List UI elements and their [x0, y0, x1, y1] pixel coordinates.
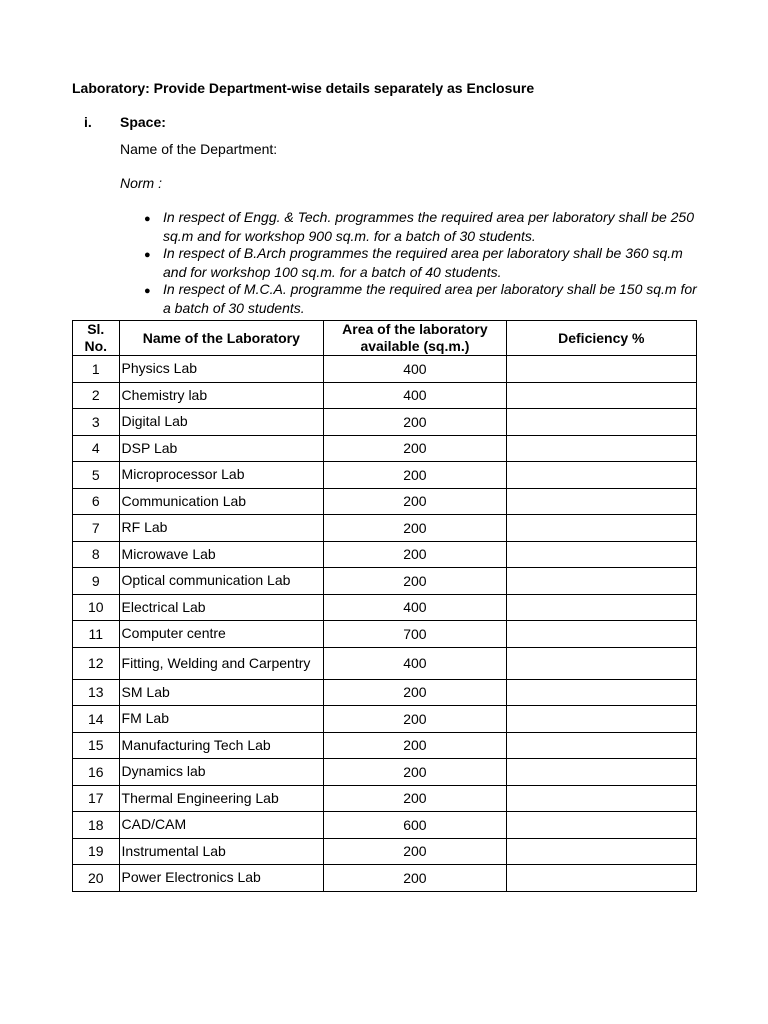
cell-sl-no: 5 [73, 462, 120, 489]
table-row [73, 488, 697, 515]
cell-area: 700 [324, 621, 506, 648]
cell-deficiency [506, 732, 696, 759]
table-row [73, 594, 697, 621]
cell-lab-name: Fitting, Welding and Carpentry [119, 647, 324, 679]
table-row [73, 812, 697, 839]
table-row [73, 706, 697, 733]
cell-area: 200 [324, 409, 506, 436]
cell-lab-name: FM Lab [119, 706, 324, 733]
cell-lab-name: Thermal Engineering Lab [119, 785, 324, 812]
cell-sl-no: 10 [73, 594, 120, 621]
page-heading: Laboratory: Provide Department-wise details separately as Enclosure [72, 80, 535, 96]
cell-lab-name: Digital Lab [119, 409, 324, 436]
table-row [73, 382, 697, 409]
table-row [73, 732, 697, 759]
norm-item [144, 245, 704, 281]
cell-lab-name: Electrical Lab [119, 594, 324, 621]
cell-area: 200 [324, 435, 506, 462]
table-row [73, 409, 697, 436]
cell-sl-no: 15 [73, 732, 120, 759]
cell-lab-name: Microwave Lab [119, 541, 324, 568]
cell-lab-name: SM Lab [119, 679, 324, 706]
cell-area: 200 [324, 759, 506, 786]
laboratory-table [72, 320, 697, 892]
table-row [73, 679, 697, 706]
cell-deficiency [506, 356, 696, 383]
table-row [73, 356, 697, 383]
cell-deficiency [506, 706, 696, 733]
table-row [73, 621, 697, 648]
section-title: Space: [120, 114, 166, 130]
cell-area: 200 [324, 785, 506, 812]
cell-deficiency [506, 785, 696, 812]
cell-deficiency [506, 679, 696, 706]
table-row [73, 647, 697, 679]
norm-text: In respect of Engg. & Tech. programmes the required area per laboratory shall be 250 sq.m and for workshop 900 sq.m. for a batch of 30 students. [163, 209, 695, 244]
cell-sl-no: 19 [73, 838, 120, 865]
bullet-icon: ● [144, 285, 151, 297]
cell-deficiency [506, 568, 696, 595]
cell-area: 200 [324, 679, 506, 706]
table-row [73, 515, 697, 542]
header-area: Area of the laboratory available (sq.m.) [324, 321, 506, 356]
cell-sl-no: 20 [73, 865, 120, 892]
cell-deficiency [506, 488, 696, 515]
norm-item [144, 209, 704, 245]
cell-area: 200 [324, 488, 506, 515]
cell-deficiency [506, 515, 696, 542]
table-body [73, 356, 697, 892]
cell-area: 400 [324, 356, 506, 383]
cell-deficiency [506, 812, 696, 839]
cell-sl-no: 12 [73, 647, 120, 679]
department-label: Name of the Department: [120, 141, 278, 157]
cell-deficiency [506, 838, 696, 865]
cell-lab-name: Power Electronics Lab [119, 865, 324, 892]
cell-area: 200 [324, 732, 506, 759]
cell-deficiency [506, 759, 696, 786]
cell-sl-no: 2 [73, 382, 120, 409]
cell-area: 600 [324, 812, 506, 839]
bullet-icon: ● [144, 249, 151, 261]
cell-sl-no: 3 [73, 409, 120, 436]
cell-sl-no: 17 [73, 785, 120, 812]
cell-lab-name: Optical communication Lab [119, 568, 324, 595]
table-row [73, 435, 697, 462]
cell-area: 200 [324, 706, 506, 733]
norm-list [144, 209, 704, 317]
table-row [73, 462, 697, 489]
cell-area: 200 [324, 838, 506, 865]
cell-sl-no: 13 [73, 679, 120, 706]
cell-sl-no: 9 [73, 568, 120, 595]
norm-label: Norm : [120, 175, 162, 191]
cell-deficiency [506, 462, 696, 489]
cell-lab-name: Physics Lab [119, 356, 324, 383]
cell-deficiency [506, 621, 696, 648]
cell-sl-no: 8 [73, 541, 120, 568]
cell-sl-no: 4 [73, 435, 120, 462]
cell-lab-name: Manufacturing Tech Lab [119, 732, 324, 759]
cell-deficiency [506, 594, 696, 621]
cell-lab-name: Communication Lab [119, 488, 324, 515]
cell-area: 200 [324, 462, 506, 489]
cell-lab-name: RF Lab [119, 515, 324, 542]
table-row [73, 785, 697, 812]
cell-lab-name: Instrumental Lab [119, 838, 324, 865]
cell-sl-no: 7 [73, 515, 120, 542]
table-row [73, 838, 697, 865]
cell-sl-no: 18 [73, 812, 120, 839]
cell-area: 200 [324, 541, 506, 568]
cell-deficiency [506, 409, 696, 436]
table-row [73, 541, 697, 568]
cell-area: 200 [324, 568, 506, 595]
cell-sl-no: 11 [73, 621, 120, 648]
cell-sl-no: 6 [73, 488, 120, 515]
cell-sl-no: 1 [73, 356, 120, 383]
cell-lab-name: Microprocessor Lab [119, 462, 324, 489]
header-sl-no: Sl. No. [73, 321, 120, 356]
cell-deficiency [506, 435, 696, 462]
header-lab-name: Name of the Laboratory [119, 321, 324, 356]
cell-deficiency [506, 382, 696, 409]
norm-item [144, 281, 704, 317]
cell-area: 200 [324, 865, 506, 892]
cell-deficiency [506, 647, 696, 679]
cell-area: 400 [324, 382, 506, 409]
table-row [73, 759, 697, 786]
cell-sl-no: 14 [73, 706, 120, 733]
cell-lab-name: Computer centre [119, 621, 324, 648]
cell-lab-name: DSP Lab [119, 435, 324, 462]
table-row [73, 568, 697, 595]
cell-area: 400 [324, 594, 506, 621]
cell-lab-name: Dynamics lab [119, 759, 324, 786]
cell-area: 400 [324, 647, 506, 679]
cell-lab-name: Chemistry lab [119, 382, 324, 409]
cell-area: 200 [324, 515, 506, 542]
cell-lab-name: CAD/CAM [119, 812, 324, 839]
norm-text: In respect of M.C.A. programme the required area per laboratory shall be 150 sq.m for a batch of 30 students. [163, 281, 697, 316]
cell-sl-no: 16 [73, 759, 120, 786]
norm-text: In respect of B.Arch programmes the required area per laboratory shall be 360 sq.m and for workshop 100 sq.m. for a batch of 40 students. [163, 245, 683, 280]
table-row [73, 865, 697, 892]
section-number: i. [84, 114, 92, 130]
table-header-row [73, 321, 697, 356]
header-deficiency: Deficiency % [506, 321, 696, 356]
bullet-icon: ● [144, 213, 151, 225]
cell-deficiency [506, 865, 696, 892]
cell-deficiency [506, 541, 696, 568]
